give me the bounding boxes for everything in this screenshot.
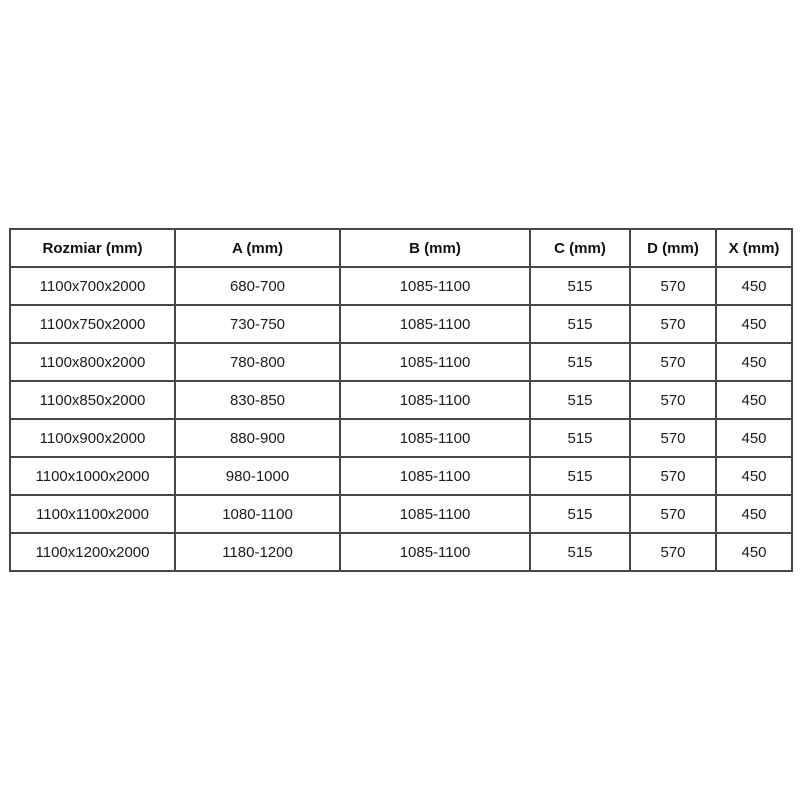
column-header-b: B (mm)	[340, 229, 530, 267]
table-cell: 515	[530, 495, 630, 533]
table-cell: 1100x800x2000	[10, 343, 175, 381]
table-row	[10, 457, 792, 495]
table-row	[10, 229, 792, 267]
table-cell: 450	[716, 533, 792, 571]
column-header-c: C (mm)	[530, 229, 630, 267]
table-cell: 1085-1100	[340, 495, 530, 533]
table-cell: 570	[630, 267, 716, 305]
table-cell: 1085-1100	[340, 381, 530, 419]
table-row	[10, 381, 792, 419]
table-cell: 1085-1100	[340, 267, 530, 305]
table-cell: 450	[716, 267, 792, 305]
table-cell: 1085-1100	[340, 533, 530, 571]
table-cell: 1085-1100	[340, 419, 530, 457]
table-row	[10, 533, 792, 571]
column-header-a: A (mm)	[175, 229, 340, 267]
table-cell: 570	[630, 419, 716, 457]
table-cell: 1085-1100	[340, 457, 530, 495]
table-cell: 780-800	[175, 343, 340, 381]
table-cell: 1100x700x2000	[10, 267, 175, 305]
table-cell: 450	[716, 305, 792, 343]
table-cell: 515	[530, 533, 630, 571]
table-cell: 515	[530, 267, 630, 305]
table-cell: 1100x1100x2000	[10, 495, 175, 533]
column-header-rozmiar: Rozmiar (mm)	[10, 229, 175, 267]
table-cell: 515	[530, 343, 630, 381]
table-cell: 450	[716, 419, 792, 457]
table-cell: 830-850	[175, 381, 340, 419]
table-cell: 1085-1100	[340, 343, 530, 381]
table-cell: 515	[530, 381, 630, 419]
table-cell: 515	[530, 419, 630, 457]
table-row	[10, 419, 792, 457]
table-cell: 980-1000	[175, 457, 340, 495]
table-cell: 1100x1000x2000	[10, 457, 175, 495]
table-cell: 450	[716, 495, 792, 533]
table-cell: 570	[630, 305, 716, 343]
table-cell: 1100x750x2000	[10, 305, 175, 343]
table-cell: 515	[530, 305, 630, 343]
table-cell: 730-750	[175, 305, 340, 343]
table-cell: 570	[630, 457, 716, 495]
table-cell: 1100x850x2000	[10, 381, 175, 419]
table-cell: 880-900	[175, 419, 340, 457]
table-cell: 450	[716, 457, 792, 495]
table-cell: 450	[716, 381, 792, 419]
table-row	[10, 267, 792, 305]
table-row	[10, 343, 792, 381]
table-cell: 1085-1100	[340, 305, 530, 343]
table-row	[10, 305, 792, 343]
table-cell: 570	[630, 381, 716, 419]
dimension-spec-table	[9, 228, 793, 572]
column-header-x: X (mm)	[716, 229, 792, 267]
column-header-d: D (mm)	[630, 229, 716, 267]
table-cell: 1100x1200x2000	[10, 533, 175, 571]
table-cell: 450	[716, 343, 792, 381]
table-cell: 1100x900x2000	[10, 419, 175, 457]
table-body	[10, 267, 792, 571]
table-cell: 570	[630, 495, 716, 533]
table-cell: 1180-1200	[175, 533, 340, 571]
table-cell: 680-700	[175, 267, 340, 305]
table-row	[10, 495, 792, 533]
table-cell: 570	[630, 343, 716, 381]
table-cell: 570	[630, 533, 716, 571]
table-cell: 515	[530, 457, 630, 495]
table-header-row	[10, 229, 792, 267]
table-cell: 1080-1100	[175, 495, 340, 533]
